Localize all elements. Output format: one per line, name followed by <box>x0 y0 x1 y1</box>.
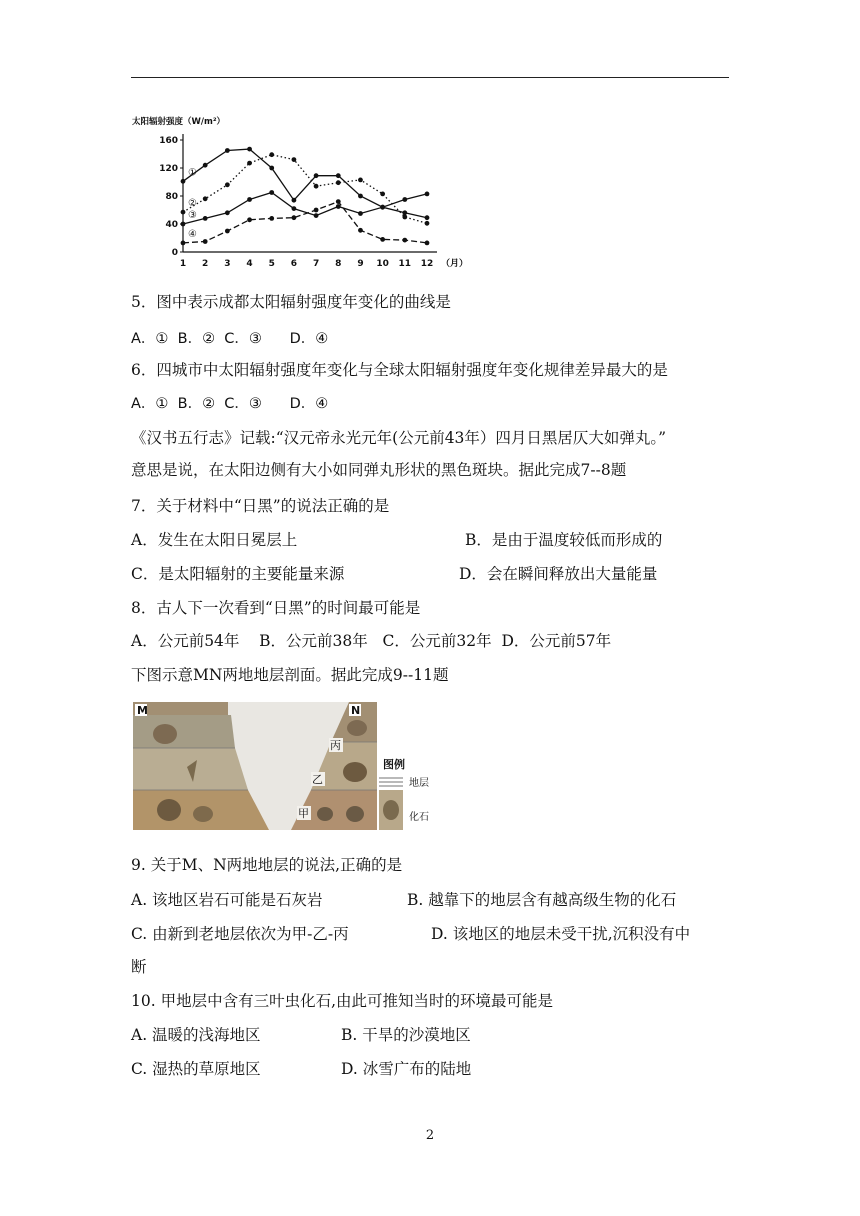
legend-layer-label: 地层 <box>409 778 429 789</box>
data-point <box>402 197 407 202</box>
x-tick-label: 10 <box>376 259 389 269</box>
x-tick-label: 12 <box>420 259 434 269</box>
q9-option-d: D. 该地区的地层未受干扰,沉积没有中 <box>431 925 691 943</box>
fossil-m-3 <box>157 799 181 821</box>
data-point <box>336 199 341 204</box>
legend-title: 图例 <box>383 758 405 771</box>
x-tick-label: 2 <box>202 259 209 269</box>
data-point <box>314 184 319 189</box>
y-tick-label: 40 <box>165 220 178 230</box>
q7-option-b: B．是由于温度较低而形成的 <box>465 531 663 549</box>
chart-ylabel: 太阳辐射强度（W/m²） <box>132 117 226 127</box>
x-tick-label: 3 <box>224 259 231 269</box>
data-point <box>181 210 186 215</box>
data-point <box>425 241 430 246</box>
q7-option-c: C．是太阳辐射的主要能量来源 <box>131 565 345 583</box>
y-tick-label: 80 <box>165 192 178 202</box>
data-point <box>292 157 297 162</box>
data-point <box>203 196 208 201</box>
data-point <box>292 206 297 211</box>
series-label: ④ <box>188 228 197 240</box>
fossil-m-4 <box>193 806 213 822</box>
data-point <box>402 215 407 220</box>
y-tick-label: 160 <box>159 136 178 146</box>
intro-strata: 下图示意MN两地地层剖面。据此完成9--11题 <box>131 666 449 684</box>
data-point <box>314 173 319 178</box>
material-line1: 《汉书五行志》记载:“汉元帝永光元年(公元前43年）四月日黑居仄大如弹丸。” <box>131 429 667 447</box>
n-label: N <box>351 704 361 717</box>
q7-option-a: A．发生在太阳日冕层上 <box>131 531 298 549</box>
data-point <box>314 213 319 218</box>
data-point <box>203 239 208 244</box>
data-point <box>181 222 186 227</box>
q6-stem: 6．四城市中太阳辐射强度年变化与全球太阳辐射强度年变化规律差异最大的是 <box>131 361 668 379</box>
q9-option-b: B. 越靠下的地层含有越高级生物的化石 <box>407 891 677 909</box>
q8-options: A．公元前54年 B．公元前38年 C．公元前32年 D．公元前57年 <box>131 632 612 650</box>
data-point <box>314 208 319 213</box>
data-point <box>269 152 274 157</box>
data-point <box>425 215 430 220</box>
series-label: ③ <box>188 210 197 221</box>
radiation-line-chart <box>130 112 469 272</box>
series-line-4 <box>183 202 427 243</box>
series-label: ① <box>188 167 197 179</box>
m-label: M <box>137 704 148 717</box>
data-point <box>247 217 252 222</box>
data-point <box>181 179 186 184</box>
fossil-n-4 <box>346 806 364 822</box>
data-point <box>425 221 430 226</box>
q10-stem: 10. 甲地层中含有三叶虫化石,由此可推知当时的环境最可能是 <box>131 992 554 1010</box>
y-tick-label: 0 <box>171 248 178 258</box>
series-label: ② <box>188 198 197 210</box>
data-point <box>225 148 230 153</box>
data-point <box>358 194 363 199</box>
series-line-2 <box>183 155 427 224</box>
label-bing: 丙 <box>330 739 341 752</box>
q5-options: A．① B．② C．③ D．④ <box>131 331 329 347</box>
q9-option-c: C. 由新到老地层依次为甲-乙-丙 <box>131 925 349 943</box>
data-point <box>181 241 186 246</box>
x-tick-label: 11 <box>398 259 412 269</box>
series-line-1 <box>183 149 427 210</box>
data-point <box>269 216 274 221</box>
x-tick-label: 4 <box>246 259 253 269</box>
data-point <box>225 229 230 234</box>
data-point <box>225 182 230 187</box>
data-point <box>225 210 230 215</box>
data-point <box>336 173 341 178</box>
data-point <box>336 180 341 185</box>
data-point <box>292 215 297 220</box>
x-tick-label: 8 <box>335 259 342 269</box>
data-point <box>402 238 407 243</box>
q5-stem: 5．图中表示成都太阳辐射强度年变化的曲线是 <box>131 293 451 311</box>
q6-options: A．① B．② C．③ D．④ <box>131 396 329 412</box>
data-point <box>203 216 208 221</box>
data-point <box>336 204 341 209</box>
strata-cross-section-figure <box>133 702 445 830</box>
fossil-m-1 <box>153 724 177 744</box>
data-point <box>269 190 274 195</box>
label-jia: 甲 <box>298 807 309 820</box>
data-point <box>292 198 297 203</box>
q7-option-d: D．会在瞬间释放出大量能量 <box>459 565 658 583</box>
q10-option-c: C. 湿热的草原地区 <box>131 1060 261 1078</box>
fossil-n-3 <box>317 807 333 821</box>
x-tick-label: 5 <box>268 259 275 269</box>
data-point <box>269 166 274 171</box>
x-tick-label: 6 <box>290 259 298 269</box>
data-point <box>358 178 363 183</box>
fossil-n-2 <box>343 762 367 782</box>
legend-fossil-label: 化石 <box>409 812 429 823</box>
x-tick-label: 7 <box>312 259 320 269</box>
q10-option-d: D. 冰雪广布的陆地 <box>341 1060 472 1078</box>
data-point <box>402 210 407 215</box>
data-point <box>380 237 385 242</box>
q9-option-d-continued: 断 <box>131 958 147 976</box>
data-point <box>203 163 208 168</box>
q7-stem: 7．关于材料中“日黑”的说法正确的是 <box>131 497 390 515</box>
header-rule <box>131 77 729 78</box>
data-point <box>247 147 252 152</box>
data-point <box>380 205 385 210</box>
x-tick-label: 1 <box>179 259 187 269</box>
label-yi: 乙 <box>312 773 323 786</box>
series-line-3 <box>183 193 427 225</box>
q10-option-a: A. 温暖的浅海地区 <box>131 1026 261 1044</box>
y-tick-label: 120 <box>159 164 178 174</box>
data-point <box>358 211 363 216</box>
q9-option-a: A. 该地区岩石可能是石灰岩 <box>131 891 323 909</box>
material-line2: 意思是说，在太阳边侧有大小如同弹丸形状的黑色斑块。据此完成7--8题 <box>131 461 627 479</box>
data-point <box>380 192 385 197</box>
x-tick-label: 9 <box>357 259 364 269</box>
data-point <box>247 197 252 202</box>
data-point <box>425 192 430 197</box>
m-layer-bing <box>133 715 235 748</box>
fossil-n-1 <box>347 720 367 736</box>
q8-stem: 8．古人下一次看到“日黑”的时间最可能是 <box>131 599 421 617</box>
x-unit-label: （月） <box>441 259 469 269</box>
q10-option-b: B. 干旱的沙漠地区 <box>341 1026 471 1044</box>
data-point <box>247 161 252 166</box>
data-point <box>358 228 363 233</box>
page-number: 2 <box>425 1128 435 1143</box>
q9-stem: 9. 关于M、N两地地层的说法,正确的是 <box>131 856 403 874</box>
